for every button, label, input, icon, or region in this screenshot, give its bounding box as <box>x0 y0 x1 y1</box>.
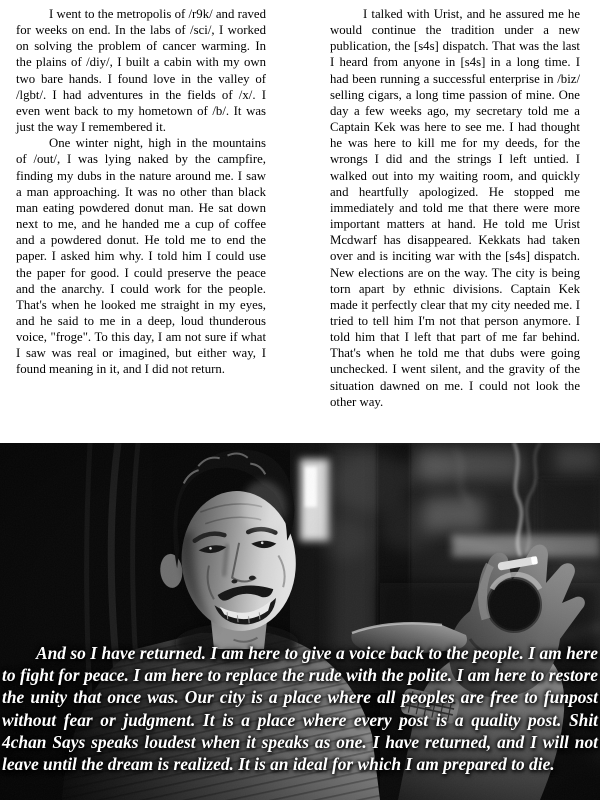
story-text <box>16 6 580 410</box>
smoking-man-photo <box>0 443 600 800</box>
photo-caption: And so I have returned. I am here to give a voice back to the people. I am here to fight for peace. I am here to replace the rude with the polite. I am here to restore the unity that once was. Our city is a place where all peoples are free to funpost without fear or judgment. It is a place where every post is a quality post. Shit 4chan Says speaks loudest when it speaks as one. I have returned, and I will not leave until the dream is realized. It is an ideal for which I am prepared to die. <box>2 643 598 775</box>
story-column-left <box>16 6 266 410</box>
paragraph: I went to the metropolis of /r9k/ and raved for weeks on end. In the labs of /sci/, I worked on solving the problem of cancer warming. In the plains of /diy/, I built a cabin with my own two bare hands. I found love in the valley of /lgbt/. I had adventures in the fields of /x/. I even went back to my hometown of /b/. It was just the way I remembered it. <box>16 7 266 135</box>
paragraph: One winter night, high in the mountains of /out/, I was lying naked by the campfire, finding my dubs in the nature around me. I saw a man approaching. It was no other than black man eating powdered donut man. He sat down next to me, and he handed me a cup of coffee and a powdered donut. He told me to end the paper. I asked him why. I told him I could use the paper for good. I could preserve the peace and the anarchy. I could work for the people. That's when he looked me straight in my eyes, and he said to me in a deep, loud thunderous voice, "froge". To this day, I am not sure if what I saw was real or imagined, but either way, I found meaning in it, and I did not return. <box>16 136 266 377</box>
story-column-right <box>330 6 580 410</box>
paragraph: I talked with Urist, and he assured me he would continue the tradition under a new publication, the [s4s] dispatch. That was the last I heard from anyone in [s4s] in a long time. I had been running a successful enterprise in /biz/ selling cigars, a long time passion of mine. One day a few weeks ago, my secretary told me a Captain Kek was here to see me. I had thought he was here to kill me for my deeds, for the wrongs I did and the strings I left untied. I walked out into my waiting room, and quickly and heartfully apologized. He stopped me immediately and told me that there were more important matters at hand. He told me Urist Mcdwarf has disappeared. Kekkats had taken over and is inciting war with the [s4s] dispatch. New elections are on the way. The city is being torn apart by ethnic divisions. Captain Kek made it perfectly clear that my city needed me. I tried to tell him I'm not that person anymore. I told him that I left that part of me far behind. That's when he told me that dubs were going unchecked. I went silent, and the gravity of the situation dawned on me. I could not look the other way. <box>330 7 580 409</box>
